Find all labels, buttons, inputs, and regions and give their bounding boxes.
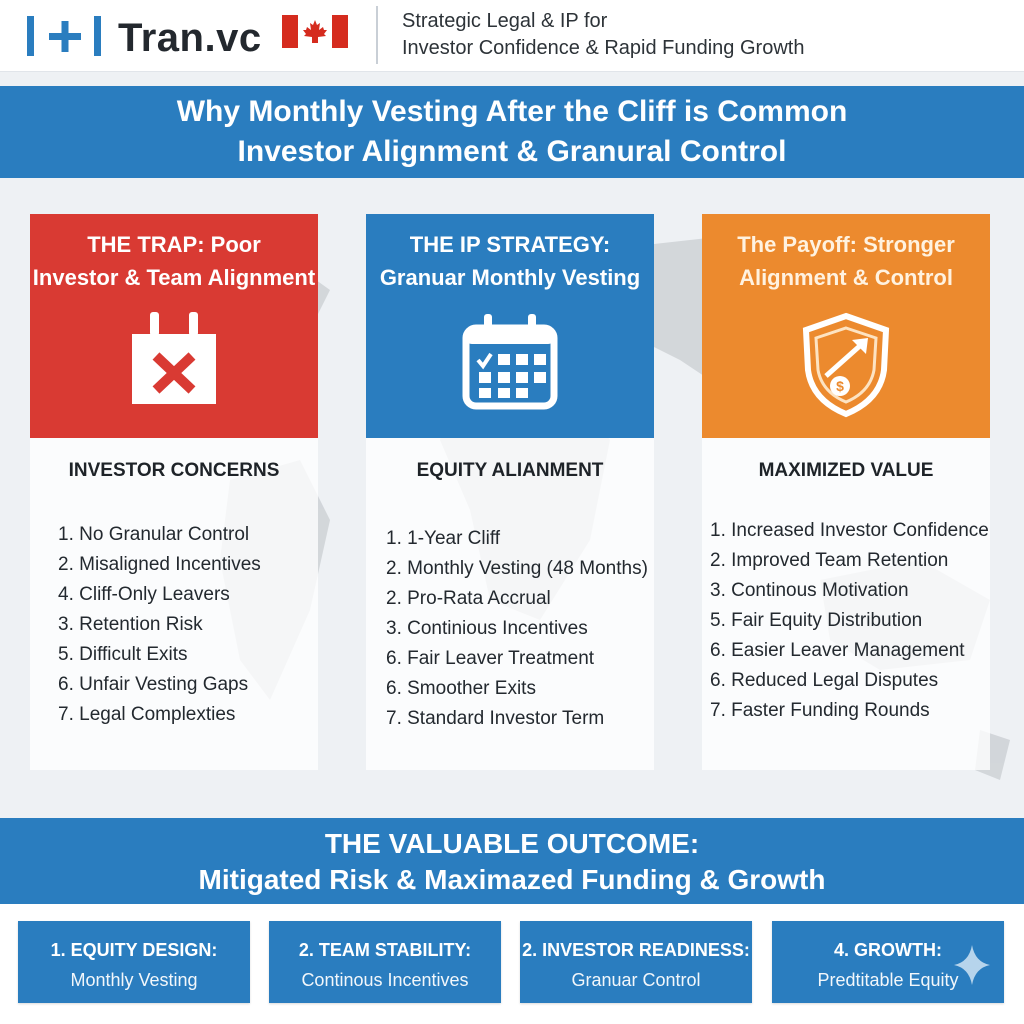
list-item: 7. Legal Complexties <box>58 704 236 725</box>
list-item: 2. Improved Team Retention <box>710 550 949 571</box>
strategy-column-header <box>366 214 654 438</box>
card-team-stability <box>269 921 501 1003</box>
list-item: 1. No Granular Control <box>58 524 250 545</box>
list-item: 5. Difficult Exits <box>58 644 188 665</box>
trap-column <box>30 214 318 770</box>
calendar-x-icon <box>124 310 224 420</box>
payoff-heading-line2: Alignment & Control <box>739 265 953 290</box>
list-item: 6. Unfair Vesting Gaps <box>58 674 249 695</box>
list-item: 6. Smoother Exits <box>386 678 536 699</box>
list-item: 2. Pro-Rata Accrual <box>386 588 551 609</box>
card-body: Granuar Control <box>571 970 701 990</box>
sparkle-icon <box>952 943 992 987</box>
canada-flag-icon <box>282 15 348 48</box>
strategy-subtitle: EQUITY ALIANMENT <box>416 460 604 481</box>
strategy-list <box>366 524 654 734</box>
payoff-subtitle: MAXIMIZED VALUE <box>758 460 934 481</box>
shield-growth-icon <box>796 310 896 420</box>
card-title: 2. INVESTOR READINESS: <box>522 940 750 960</box>
tagline-line1: Strategic Legal & IP for <box>402 10 608 32</box>
card-growth <box>772 921 1004 1003</box>
card-title: 1. EQUITY DESIGN: <box>50 940 218 960</box>
trap-heading <box>30 214 318 294</box>
list-item: 3. Continious Incentives <box>386 618 588 639</box>
list-item: 1. 1-Year Cliff <box>386 528 501 549</box>
payoff-column <box>702 214 990 770</box>
card-title: 2. TEAM STABILITY: <box>298 940 472 960</box>
card-body: Monthly Vesting <box>70 970 198 990</box>
strategy-heading-line2: Granuar Monthly Vesting <box>379 265 641 290</box>
card-title: 4. GROWTH: <box>834 940 942 960</box>
list-item: 4. Cliff-Only Leavers <box>58 584 230 605</box>
page-subtitle: Investor Alignment & Granural Control <box>237 135 787 168</box>
svg-text:$: $ <box>836 378 844 394</box>
list-item: 7. Faster Funding Rounds <box>710 700 930 721</box>
list-item: 7. Standard Investor Term <box>386 708 605 729</box>
brand-name: Tran.vc <box>118 16 262 60</box>
list-item: 2. Monthly Vesting (48 Months) <box>386 558 648 579</box>
strategy-column <box>366 214 654 770</box>
outcome-subtitle: Mitigated Risk & Maximazed Funding & Growth <box>198 864 826 895</box>
payoff-column-header <box>702 214 990 438</box>
trap-subtitle: INVESTOR CONCERNS <box>68 460 280 481</box>
plus-logo-icon <box>24 14 106 58</box>
calendar-grid-icon <box>460 310 560 420</box>
header-divider <box>376 6 378 64</box>
card-investor-readiness <box>520 921 752 1003</box>
tagline <box>402 8 804 62</box>
outcome-title: THE VALUABLE OUTCOME: <box>324 828 700 859</box>
list-item: 3. Retention Risk <box>58 614 203 635</box>
card-equity-design <box>18 921 250 1003</box>
trap-heading-line1: THE TRAP: Poor <box>87 232 261 257</box>
list-item: 6. Reduced Legal Disputes <box>710 670 939 691</box>
card-body: Predtitable Equity <box>817 970 959 990</box>
page-title: Why Monthly Vesting After the Cliff is Common <box>176 95 848 128</box>
strategy-heading <box>366 214 654 294</box>
trap-list <box>30 520 318 730</box>
page-title-banner <box>0 86 1024 178</box>
list-item: 3. Continous Motivation <box>710 580 909 601</box>
list-item: 6. Fair Leaver Treatment <box>386 648 595 669</box>
payoff-heading-line1: The Payoff: Stronger <box>737 232 955 257</box>
card-body: Continous Incentives <box>301 970 469 990</box>
list-item: 5. Fair Equity Distribution <box>710 610 923 631</box>
list-item: 6. Easier Leaver Management <box>710 640 965 661</box>
payoff-heading <box>702 214 990 294</box>
header <box>0 0 1024 72</box>
trap-column-header <box>30 214 318 438</box>
payoff-list <box>702 516 990 726</box>
list-item: 2. Misaligned Incentives <box>58 554 261 575</box>
trap-heading-line2: Investor & Team Alignment <box>32 265 316 290</box>
list-item: 1. Increased Investor Confidence <box>710 520 989 541</box>
tagline-line2: Investor Confidence & Rapid Funding Growth <box>402 37 805 59</box>
strategy-heading-line1: THE IP STRATEGY: <box>409 232 611 257</box>
outcome-banner <box>0 818 1024 904</box>
